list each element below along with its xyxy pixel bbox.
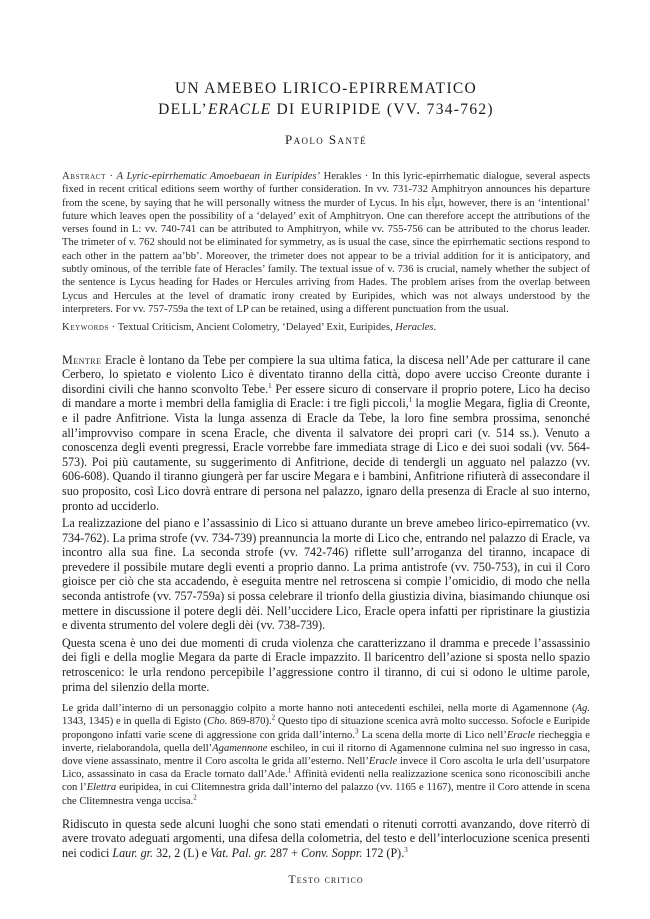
title-line-2-suffix: DI EURIPIDE (VV. 734-762) <box>271 101 494 118</box>
abstract-label: Abstract <box>62 171 106 182</box>
note-text-c: 869-870). <box>227 716 272 728</box>
note-text-i: Affinità evidenti nella realizzazione scenica sono riconoscibili anche con l’ <box>62 769 590 794</box>
paragraph-1-text-b: Per essere sicuro di conservare il proprio potere, Lico ha deciso di mandare a morte i membri della famiglia di Eracle: i tre figli piccoli, <box>62 381 590 411</box>
abstract-separator-2: · <box>361 171 372 182</box>
paragraph-1-text-c: la moglie Megara, figlia di Creonte, e il padre Anfitrione. Vista la lunga assenza di Eracle da Tebe, la loro fine sembra prossima, senonché all’improvviso compare in scena Eracle, che diventa il salvatore dei propri cari (v. 514 ss.). Venuto a conoscenza degli eventi pregressi, Eracle vorrebbe fare immediata strage di Lico e dei suoi sodali (vv. 564-573). Poi più cautamente, su suggerimento di Anfitrione, decide di tendergli un agguato nel palazzo (vv. 606-608). Quando il tiranno giungerà per far uscire Megara e i bambini, Anfitrione rifiuterà di assecondare il suo proposito, così Lico dovrà entrare di persona nel palazzo, ignaro della presenza di Eracle al suo interno, pronto ad ucciderlo. <box>62 396 591 513</box>
footnote-ref[interactable]: 3 <box>354 727 359 736</box>
note-text-h: invece il Coro ascolta le urla dell’usurpatore Lico, assassinato in casa da Eracle tornato dall’Ade. <box>62 756 590 781</box>
keywords-text: Textual Criticism, Ancient Colometry, ‘Delayed’ Exit, Euripides, <box>117 322 396 334</box>
note-work-eracle-2: Eracle <box>368 756 398 768</box>
note-text-b: 1343, 1345) e in quella di Egisto ( <box>62 716 208 728</box>
note-work-agamennone: Agamennone <box>212 742 268 754</box>
paragraph-4-text-c: 287 + <box>266 846 301 861</box>
paragraph-1-text-a: Eracle è lontano da Tebe per compiere la sua ultima fatica, la discesa nell’Ade per catturare il cane Cerbero, lo spietato e violento Lico è diventato tiranno della città, dopo avere ucciso Creonte durante i disordini civili che hanno sconvolto Tebe. <box>62 352 590 396</box>
footnote-ref[interactable]: 2 <box>271 713 276 722</box>
note-text-f: riecheggia e inverte, rielaborandola, quella dell’ <box>62 729 590 754</box>
title-line-2-work: ERACLE <box>207 101 272 118</box>
title-line-1: UN AMEBEO LIRICO-EPIRREMATICO <box>174 80 478 97</box>
abstract-english-title-rest: Herakles <box>320 171 362 182</box>
paragraph-1 <box>62 353 590 514</box>
keywords-separator: · <box>109 322 118 334</box>
note-work-elettra: Elettra <box>86 782 117 794</box>
footnote-ref[interactable]: 3 <box>404 846 408 854</box>
paragraph-4 <box>62 817 590 861</box>
paragraph-2: La realizzazione del piano e l’assassinio di Lico si attuano durante un breve amebeo lirico-epirrematico (vv. 734-762). La prima strofe (vv. 734-739) preannuncia la morte di Lico che, entrando nel palazzo di Eracle, va incontro alla sua fine. La seconda strofe (vv. 742-746) riflette sull’arroganza del tiranno, incapace di prevedere il possibile mutare degli eventi a proprio danno. La prima antistrofe (vv. 750-753), in cui il Coro gioisce per ciò che sta accadendo, è eseguita mentre nel retroscena si compie l’omicidio, di modo che nella seconda antistrofe (vv. 757-759a) si possa celebrare il trionfo della giustizia divina, biasimando chiunque osi mettere in discussione il potere degli dèi. Nell’uccidere Lico, Eracle opera infatti per ripristinare la giustizia e diventa strumento del volere degli dèi (vv. 738-739). <box>62 516 590 633</box>
abstract-english-title: A Lyric-epirrhematic Amoebaean in Euripides’ <box>116 171 321 182</box>
paragraph-4-text-d: 172 (P). <box>362 846 405 861</box>
footnote-ref[interactable]: 1 <box>268 381 272 390</box>
footnote-ref[interactable]: 2 <box>193 793 197 802</box>
keywords-label: Keywords <box>62 322 110 334</box>
codex-conv: Conv. Soppr. <box>300 846 363 861</box>
keywords-heracles: Heracles <box>395 322 434 334</box>
note-text-a: Le grida dall’interno di un personaggio colpito a morte hanno noti antecedenti eschilei, nella morte di Agamennone ( <box>62 703 576 715</box>
note-text-g: eschileo, in cui il ritorno di Agamennone culmina nel suo ingresso in casa, dove viene assassinato, mentre il Coro ascolta le grida all’esterno. Nell’ <box>62 742 590 768</box>
note-work-cho: Cho. <box>207 716 228 728</box>
title-line-2-prefix: DELL’ <box>158 101 208 118</box>
footnote-ref[interactable]: 1 <box>287 766 292 775</box>
paragraph-1-initial-word: Mentre <box>62 352 102 367</box>
quoted-note-block <box>62 702 590 808</box>
codex-laur: Laur. gr. <box>112 846 154 861</box>
note-text-j: euripidea, in cui Clitemnestra grida dall’interno del palazzo (vv. 1165 e 1167), mentre il Coro attende in scena che Clitemnestra venga uccisa. <box>62 782 590 807</box>
note-work-eracle: Eracle <box>506 729 536 741</box>
abstract-text: In this lyric-epirrhematic dialogue, several aspects fixed in recent critical editions seem worthy of further consideration. In vv. 731-732 Amphitryon announces his departure from the scene, by saying that he will personally witness the murder of Lycus. In his εἶμι, however, there is an ‘intentional’ future which leaves open the possibility of a ‘delayed’ exit of Amphitryon. One can therefore accept the attributions of the verses found in L: vv. 740-741 can be attributed to Amphitryon, while vv. 755-756 can be attributed to the chorus leader. The trimeter of v. 762 should not be eliminated for symmetry, as is usual the case, since the epirrhematic sections respond to each other in the pattern aa’bb’. Moreover, the trimeter does not appear to be a trivial addition for it is anticipatory, and subtly ominous, of the terrible fate of Heracles’ family. The textual issue of v. 736 is crucial, namely whether the subject of the sentence is Lycus heading for Hades or Hercules arriving from Hades. The problem arises from the overlap between Lycus and Hercules at the level of dramatic irony created by Euripides, which was not always understood by the interpreters. For vv. 757-759a the text of LP can be retained, using a different punctuation from the usual. <box>62 171 591 315</box>
body-text <box>62 353 590 695</box>
author-name: Paolo Santé <box>284 132 368 147</box>
note-text-e: La scena della morte di Lico nell’ <box>358 729 507 741</box>
note-work-ag: Ag. <box>575 703 590 715</box>
abstract-separator-1: · <box>105 171 117 182</box>
codex-vat: Vat. Pal. gr. <box>210 846 267 861</box>
abstract <box>62 170 590 316</box>
article-title <box>62 78 590 120</box>
keywords-end: . <box>433 322 437 334</box>
keywords <box>62 321 590 334</box>
paragraph-3: Questa scena è uno dei due momenti di cruda violenza che caratterizzano il dramma e precede l’assassinio dei figli e della moglie Megara da parte di Eracle impazzito. Il baricentro dell’azione si sposta nello spazio retroscenico: le urla rendono percepibile l’aggressione contro il tiranno, di cui si odono le ultime parole, prima del silenzio della morte. <box>62 635 590 694</box>
paragraph-4-text-a: Ridiscuto in questa sede alcuni luoghi che sono stati emendati o ritenuti corrotti avanzando, dove riterrò di avere trovato adeguati argomenti, una difesa della colometria, del testo e dell’interlocuzione scenica presenti nei codici <box>62 816 590 861</box>
section-heading: Testo critico <box>288 871 364 886</box>
paragraph-4-text-b: 32, 2 (L) e <box>153 846 211 861</box>
footnote-ref[interactable]: 1 <box>408 396 413 405</box>
note-text-d: Questo tipo di situazione scenica avrà molto successo. Sofocle e Euripide propongono infatti varie scene di aggressione con grida dall’interno. <box>62 716 590 741</box>
